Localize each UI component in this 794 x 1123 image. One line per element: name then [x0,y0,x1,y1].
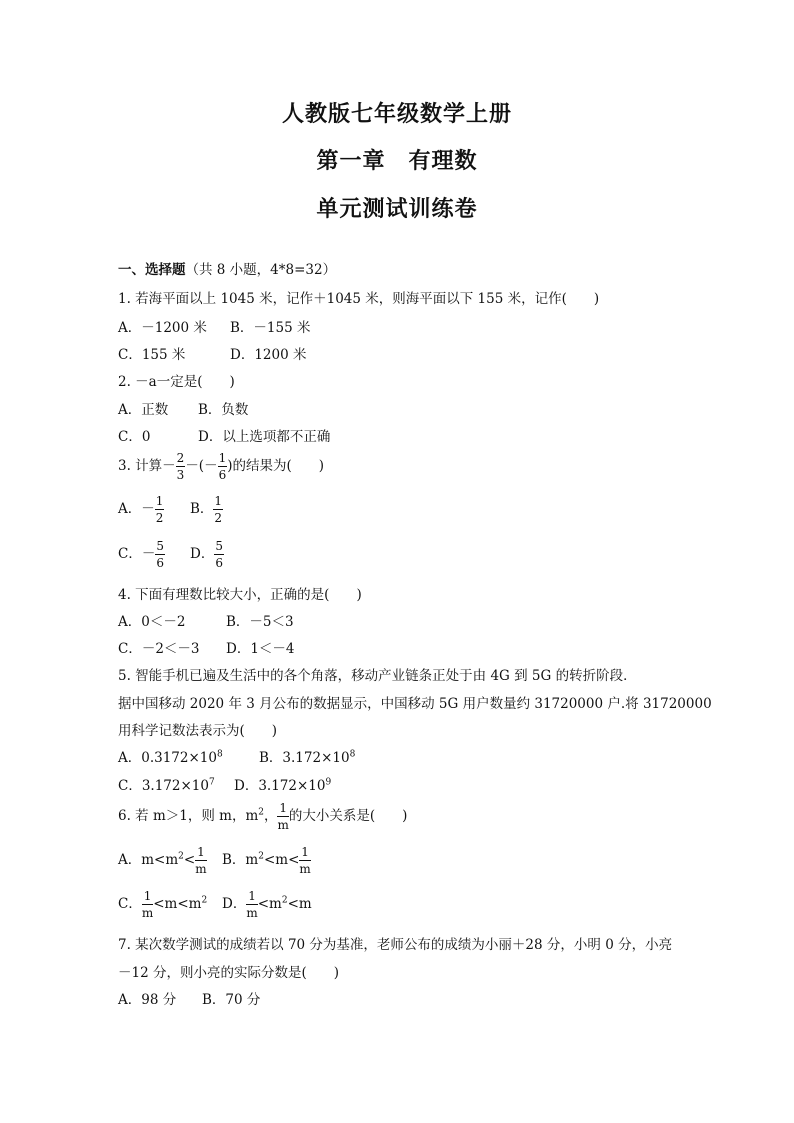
question-7-line-2: －12 分，则小亮的实际分数是( ) [118,965,340,981]
fraction [195,846,206,875]
exponent: 2 [178,851,184,862]
option-text: <m<m [153,896,202,912]
question-3-stem [118,452,324,481]
option-d: D．以上选项都不正确 [198,429,331,445]
exponent: 2 [201,895,208,906]
question-4-options-ab [118,610,294,630]
fraction [246,890,257,919]
fraction [142,890,153,919]
option-label: C．－ [118,546,156,562]
fraction [299,846,310,875]
section-note: （共 8 小题，4*8=32） [185,262,337,278]
fraction [218,452,228,481]
q6-prefix: 6. 若 m＞1，则 m，m [118,808,259,824]
option-c [118,890,222,919]
option-text: A．m<m [118,852,179,868]
option-b [259,746,355,766]
option-label: D． [190,546,215,562]
numerator: 2 [176,451,185,465]
section-heading [118,258,336,278]
denominator: m [277,818,289,832]
option-a [118,846,222,875]
document-title: 人教版七年级数学上册 [281,101,512,127]
numerator: 1 [279,801,287,815]
option-c [118,774,234,794]
question-6-stem [118,802,407,831]
option-a [118,495,190,524]
question-1-options-ab [118,316,310,336]
option-a: A．98 分 [118,992,177,1008]
fraction [277,802,288,831]
option-text: < [183,852,196,868]
option-b: B．－5＜3 [226,614,294,630]
numerator: 5 [215,539,223,553]
denominator: 6 [215,556,223,570]
option-b [222,846,311,875]
denominator: 2 [214,511,223,525]
question-5-options-cd [118,774,331,794]
numerator: 1 [301,845,309,859]
question-5-options-ab [118,746,355,766]
option-label: D． [222,896,247,912]
question-1-stem: 1. 若海平面以上 1045 米，记作＋1045 米，则海平面以下 155 米，记作( ) [118,291,600,307]
option-a: A．－1200 米 [118,320,207,336]
option-d [222,890,312,919]
question-5-line-1: 5. 智能手机已遍及生活中的各个角落，移动产业链条正处于由 4G 到 5G 的转折阶段． [118,668,637,684]
option-text: <m [287,896,312,912]
fraction [176,452,186,481]
question-3-options-cd [118,540,224,569]
option-text: C．3.172×10 [118,778,209,794]
option-b [190,495,223,524]
exponent: 8 [349,749,356,760]
question-6-options-cd [118,890,312,919]
option-c: C．155 米 [118,347,186,363]
fraction [155,495,165,524]
denominator: m [299,862,311,876]
option-a [118,746,259,766]
q6-suffix: 的大小关系是( ) [288,808,408,824]
option-b: B．－155 米 [230,320,311,336]
numerator: 5 [156,539,164,553]
option-text: B．m [222,852,259,868]
test-title: 单元测试训练卷 [316,196,478,222]
question-5-line-3: 用科学记数法表示为( ) [118,723,278,739]
question-4-stem: 4. 下面有理数比较大小，正确的是( ) [118,587,362,603]
option-text: B．3.172×10 [259,750,350,766]
option-c: C．－2＜－3 [118,641,200,657]
numerator: 1 [143,889,152,903]
q3-prefix: 3. 计算－ [118,458,176,474]
exponent: 2 [281,895,288,906]
fraction [155,540,165,569]
exponent: 8 [216,749,223,760]
numerator: 1 [155,494,164,508]
option-b: B．负数 [198,402,249,418]
option-c: C．0 [118,429,151,445]
denominator: m [246,906,258,920]
option-d: D．1＜－4 [226,641,295,657]
fraction [214,540,224,569]
option-label: C． [118,896,142,912]
numerator: 1 [197,845,205,859]
option-a: A．0＜－2 [118,614,186,630]
denominator: 3 [176,468,185,482]
exponent: 2 [258,851,264,862]
section-title: 一、选择题 [118,262,186,278]
numerator: 1 [248,889,256,903]
numerator: 1 [214,494,223,508]
question-7-options-ab [118,988,260,1008]
question-2-options-cd [118,425,330,445]
question-4-options-cd [118,637,295,657]
option-d [190,540,224,569]
denominator: 6 [156,556,164,570]
exponent: 9 [325,777,332,788]
denominator: 6 [218,468,227,482]
question-2-options-ab [118,398,248,418]
question-5-line-2: 据中国移动 2020 年 3 月公布的数据显示，中国移动 5G 用户数量约 31720000 户.将 31720000 [118,696,712,712]
denominator: m [195,862,207,876]
exponent: 2 [258,807,264,818]
option-label: A．－ [118,501,155,517]
question-3-options-ab [118,495,223,524]
exponent: 7 [208,777,215,788]
question-2-stem: 2. －a一定是( ) [118,374,235,390]
q6-comma: ， [263,808,278,824]
option-text: <m [257,896,282,912]
chapter-title: 第一章 有理数 [316,148,478,174]
option-d [234,774,331,794]
question-1-options-cd [118,343,306,363]
option-c [118,540,190,569]
option-text: <m< [263,852,300,868]
option-d: D．1200 米 [230,347,307,363]
question-7-line-1: 7. 某次数学测试的成绩若以 70 分为基准，老师公布的成绩为小丽＋28 分，小明 0 分，小亮 [118,937,673,953]
denominator: 2 [155,511,164,525]
option-a: A．正数 [118,402,169,418]
fraction [213,495,223,524]
question-6-options-ab [118,846,311,875]
option-label: B． [190,501,214,517]
option-text: A．0.3172×10 [118,750,217,766]
denominator: m [141,906,154,920]
q3-suffix: )的结果为( ) [227,458,325,474]
option-b: B．70 分 [202,992,261,1008]
option-text: D．3.172×10 [234,778,326,794]
numerator: 1 [218,451,227,465]
q3-mid: －(－ [185,458,218,474]
